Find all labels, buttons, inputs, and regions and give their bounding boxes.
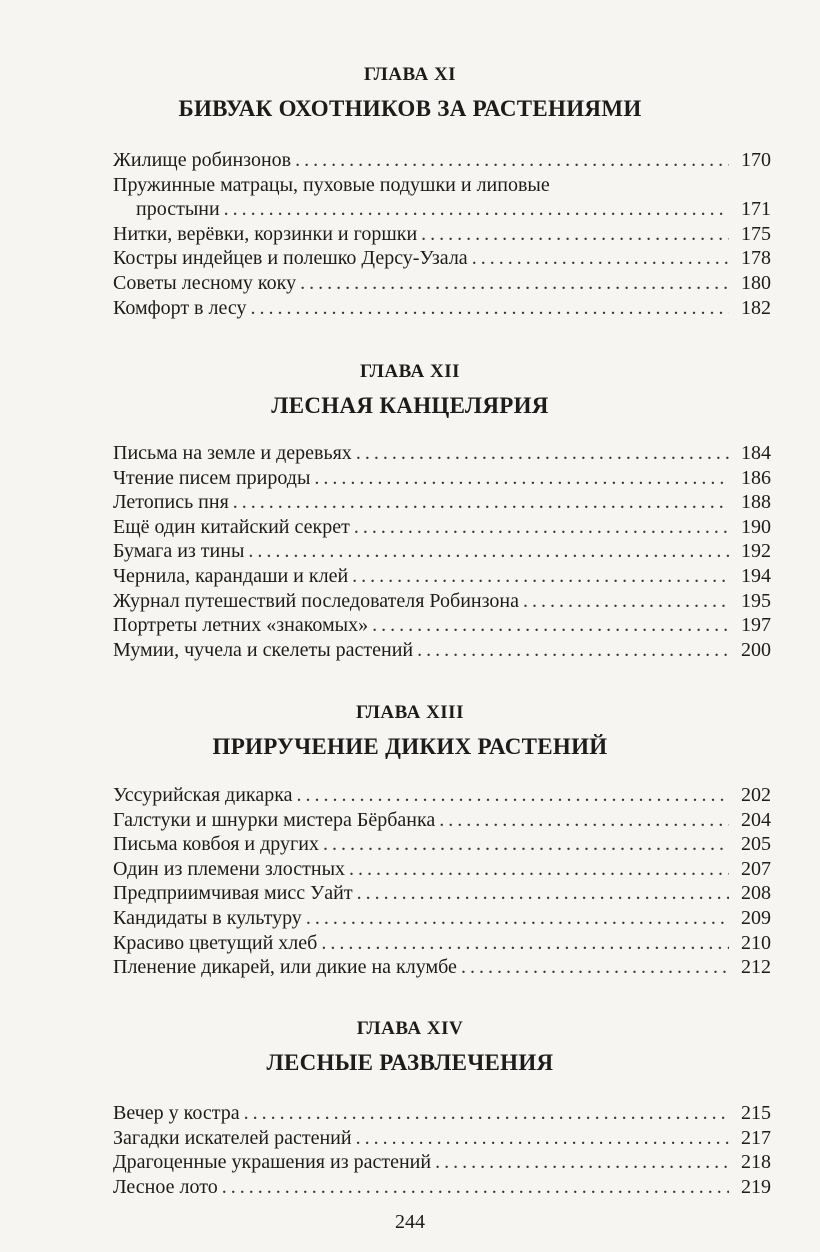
- toc-entry: [113, 931, 771, 956]
- dot-leader: [248, 539, 729, 564]
- dot-leader: [372, 613, 729, 638]
- toc-entry: [113, 441, 771, 466]
- chapter-11-title: БИВУАК ОХОТНИКОВ ЗА РАСТЕНИЯМИ: [178, 96, 642, 121]
- dot-leader: [421, 222, 729, 247]
- toc-entry-page: 210: [741, 931, 771, 954]
- toc-entry-title: Бумага из тины: [113, 540, 245, 563]
- dot-leader: [296, 783, 729, 808]
- dot-leader: [356, 1126, 729, 1151]
- toc-entry: [113, 832, 771, 857]
- toc-entry-page: 208: [741, 882, 771, 905]
- dot-leader: [222, 1175, 729, 1200]
- toc-entry-title: Пленение дикарей, или дикие на клумбе: [113, 956, 457, 979]
- toc-entry-page: 217: [741, 1126, 771, 1149]
- toc-entry: [113, 564, 771, 589]
- chapter-13-title: ПРИРУЧЕНИЕ ДИКИХ РАСТЕНИЙ: [212, 734, 608, 759]
- toc-entry-title: Уссурийская дикарка: [113, 784, 293, 806]
- toc-entry: [113, 881, 771, 906]
- toc-entry: [113, 1175, 771, 1200]
- toc-entry-page: 202: [741, 784, 771, 806]
- toc-entry-page: 218: [741, 1151, 771, 1174]
- toc-entry-title: Мумии, чучела и скелеты растений: [113, 638, 414, 661]
- dot-leader: [435, 1150, 729, 1175]
- page-number: 244: [395, 1211, 425, 1233]
- chapter-11-toc: [113, 148, 771, 320]
- toc-entry: [113, 148, 771, 173]
- toc-entry: [113, 1101, 771, 1126]
- toc-entry: [113, 173, 771, 222]
- toc-entry: [113, 589, 771, 614]
- toc-entry: [113, 490, 771, 515]
- toc-entry-title: Костры индейцев и полешко Дерсу-Узала: [113, 247, 468, 270]
- toc-entry: [113, 808, 771, 833]
- toc-entry-title: Летопись пня: [113, 491, 229, 514]
- toc-entry-title: Письма на земле и деревьях: [113, 442, 352, 464]
- toc-entry: [113, 515, 771, 540]
- toc-entry: [113, 296, 771, 321]
- dot-leader: [233, 490, 729, 515]
- toc-entry-title: Красиво цветущий хлеб: [113, 931, 318, 954]
- toc-entry-page: 209: [741, 906, 771, 929]
- toc-entry: [113, 783, 771, 808]
- chapter-11-label: ГЛАВА XI: [363, 64, 457, 85]
- toc-entry-page: 200: [741, 638, 771, 661]
- toc-entry-title: Чтение писем природы: [113, 466, 311, 489]
- chapter-14-toc: [113, 1101, 771, 1199]
- toc-entry: [113, 613, 771, 638]
- toc-entry-page: 188: [741, 491, 771, 514]
- dot-leader: [250, 296, 729, 321]
- toc-entry-title: Портреты летних «знакомых»: [113, 614, 369, 637]
- dot-leader: [244, 1101, 729, 1126]
- toc-entry: [113, 222, 771, 247]
- toc-entry-page: 212: [741, 956, 771, 979]
- toc-entry-page: 175: [741, 222, 771, 245]
- toc-entry: [113, 857, 771, 882]
- chapter-13-label: ГЛАВА XIII: [356, 702, 464, 723]
- toc-entry-title: Нитки, верёвки, корзинки и горшки: [113, 222, 418, 245]
- toc-entry-title: Один из племени злостных: [113, 857, 346, 880]
- chapter-13-toc: [113, 783, 771, 980]
- dot-leader: [356, 441, 729, 466]
- chapter-14-label: ГЛАВА XIV: [356, 1018, 464, 1039]
- dot-leader: [472, 246, 729, 271]
- toc-entry-page: 186: [741, 466, 771, 489]
- toc-entry-title: Лесное лото: [113, 1175, 218, 1198]
- chapter-14-title: ЛЕСНЫЕ РАЗВЛЕЧЕНИЯ: [266, 1050, 554, 1075]
- toc-entry: [113, 271, 771, 296]
- toc-entry-page: 197: [741, 614, 771, 637]
- toc-entry-title: Комфорт в лесу: [113, 296, 247, 319]
- dot-leader: [306, 906, 729, 931]
- dot-leader: [354, 515, 729, 540]
- toc-entry: [113, 638, 771, 663]
- toc-entry-title: Кандидаты в культуру: [113, 906, 302, 929]
- toc-entry: [113, 1150, 771, 1175]
- dot-leader: [523, 589, 729, 614]
- dot-leader: [439, 808, 729, 833]
- toc-entry-title: Предприимчивая мисс Уайт: [113, 882, 353, 905]
- toc-entry-title: Ещё один китайский секрет: [113, 515, 350, 538]
- toc-entry-page: 184: [741, 442, 771, 464]
- toc-entry: [113, 1126, 771, 1151]
- toc-entry-title: Чернила, карандаши и клей: [113, 564, 349, 587]
- toc-entry: [113, 466, 771, 491]
- dot-leader: [461, 955, 729, 980]
- dot-leader: [352, 564, 729, 589]
- toc-entry-page: 171: [741, 198, 771, 221]
- dot-leader: [314, 466, 729, 491]
- toc-entry-page: 178: [741, 247, 771, 270]
- toc-entry-page: 182: [741, 296, 771, 319]
- dot-leader: [295, 148, 729, 173]
- toc-entry-page: 195: [741, 589, 771, 612]
- toc-entry: [113, 906, 771, 931]
- toc-entry-title: Советы лесному коку: [113, 271, 297, 294]
- toc-entry-page: 180: [741, 271, 771, 294]
- chapter-12-title: ЛЕСНАЯ КАНЦЕЛЯРИЯ: [271, 393, 549, 418]
- toc-entry-page: 204: [741, 808, 771, 831]
- toc-entry-page: 207: [741, 857, 771, 880]
- dot-leader: [321, 931, 729, 956]
- toc-entry-page: 215: [741, 1102, 771, 1124]
- toc-entry-title-continuation: простыни: [136, 198, 220, 221]
- toc-entry-title: Драгоценные украшения из растений: [113, 1151, 432, 1174]
- toc-entry-page: 194: [741, 564, 771, 587]
- toc-entry-title: Журнал путешествий последователя Робинзона: [113, 589, 519, 612]
- chapter-12-label: ГЛАВА XII: [359, 361, 461, 382]
- dot-leader: [323, 832, 729, 857]
- toc-entry-page: 192: [741, 540, 771, 563]
- toc-entry-title: Вечер у костра: [113, 1102, 240, 1124]
- toc-entry-title: Жилище робинзонов: [113, 149, 292, 171]
- toc-entry-page: 205: [741, 833, 771, 856]
- toc-entry: [113, 246, 771, 271]
- dot-leader: [417, 638, 729, 663]
- toc-entry-title: Пружинные матрацы, пуховые подушки и липовые: [113, 173, 550, 196]
- toc-entry-page: 170: [741, 149, 771, 171]
- toc-entry-title: Галстуки и шнурки мистера Бёрбанка: [113, 808, 436, 831]
- toc-entry: [113, 539, 771, 564]
- toc-entry: [113, 955, 771, 980]
- toc-entry-title: Письма ковбоя и других: [113, 833, 319, 856]
- dot-leader: [349, 857, 729, 882]
- toc-entry-page: 219: [741, 1175, 771, 1198]
- dot-leader: [357, 881, 729, 906]
- toc-entry-title: Загадки искателей растений: [113, 1126, 352, 1149]
- chapter-12-toc: [113, 441, 771, 662]
- dot-leader: [224, 197, 729, 222]
- toc-entry-page: 190: [741, 515, 771, 538]
- dot-leader: [300, 271, 729, 296]
